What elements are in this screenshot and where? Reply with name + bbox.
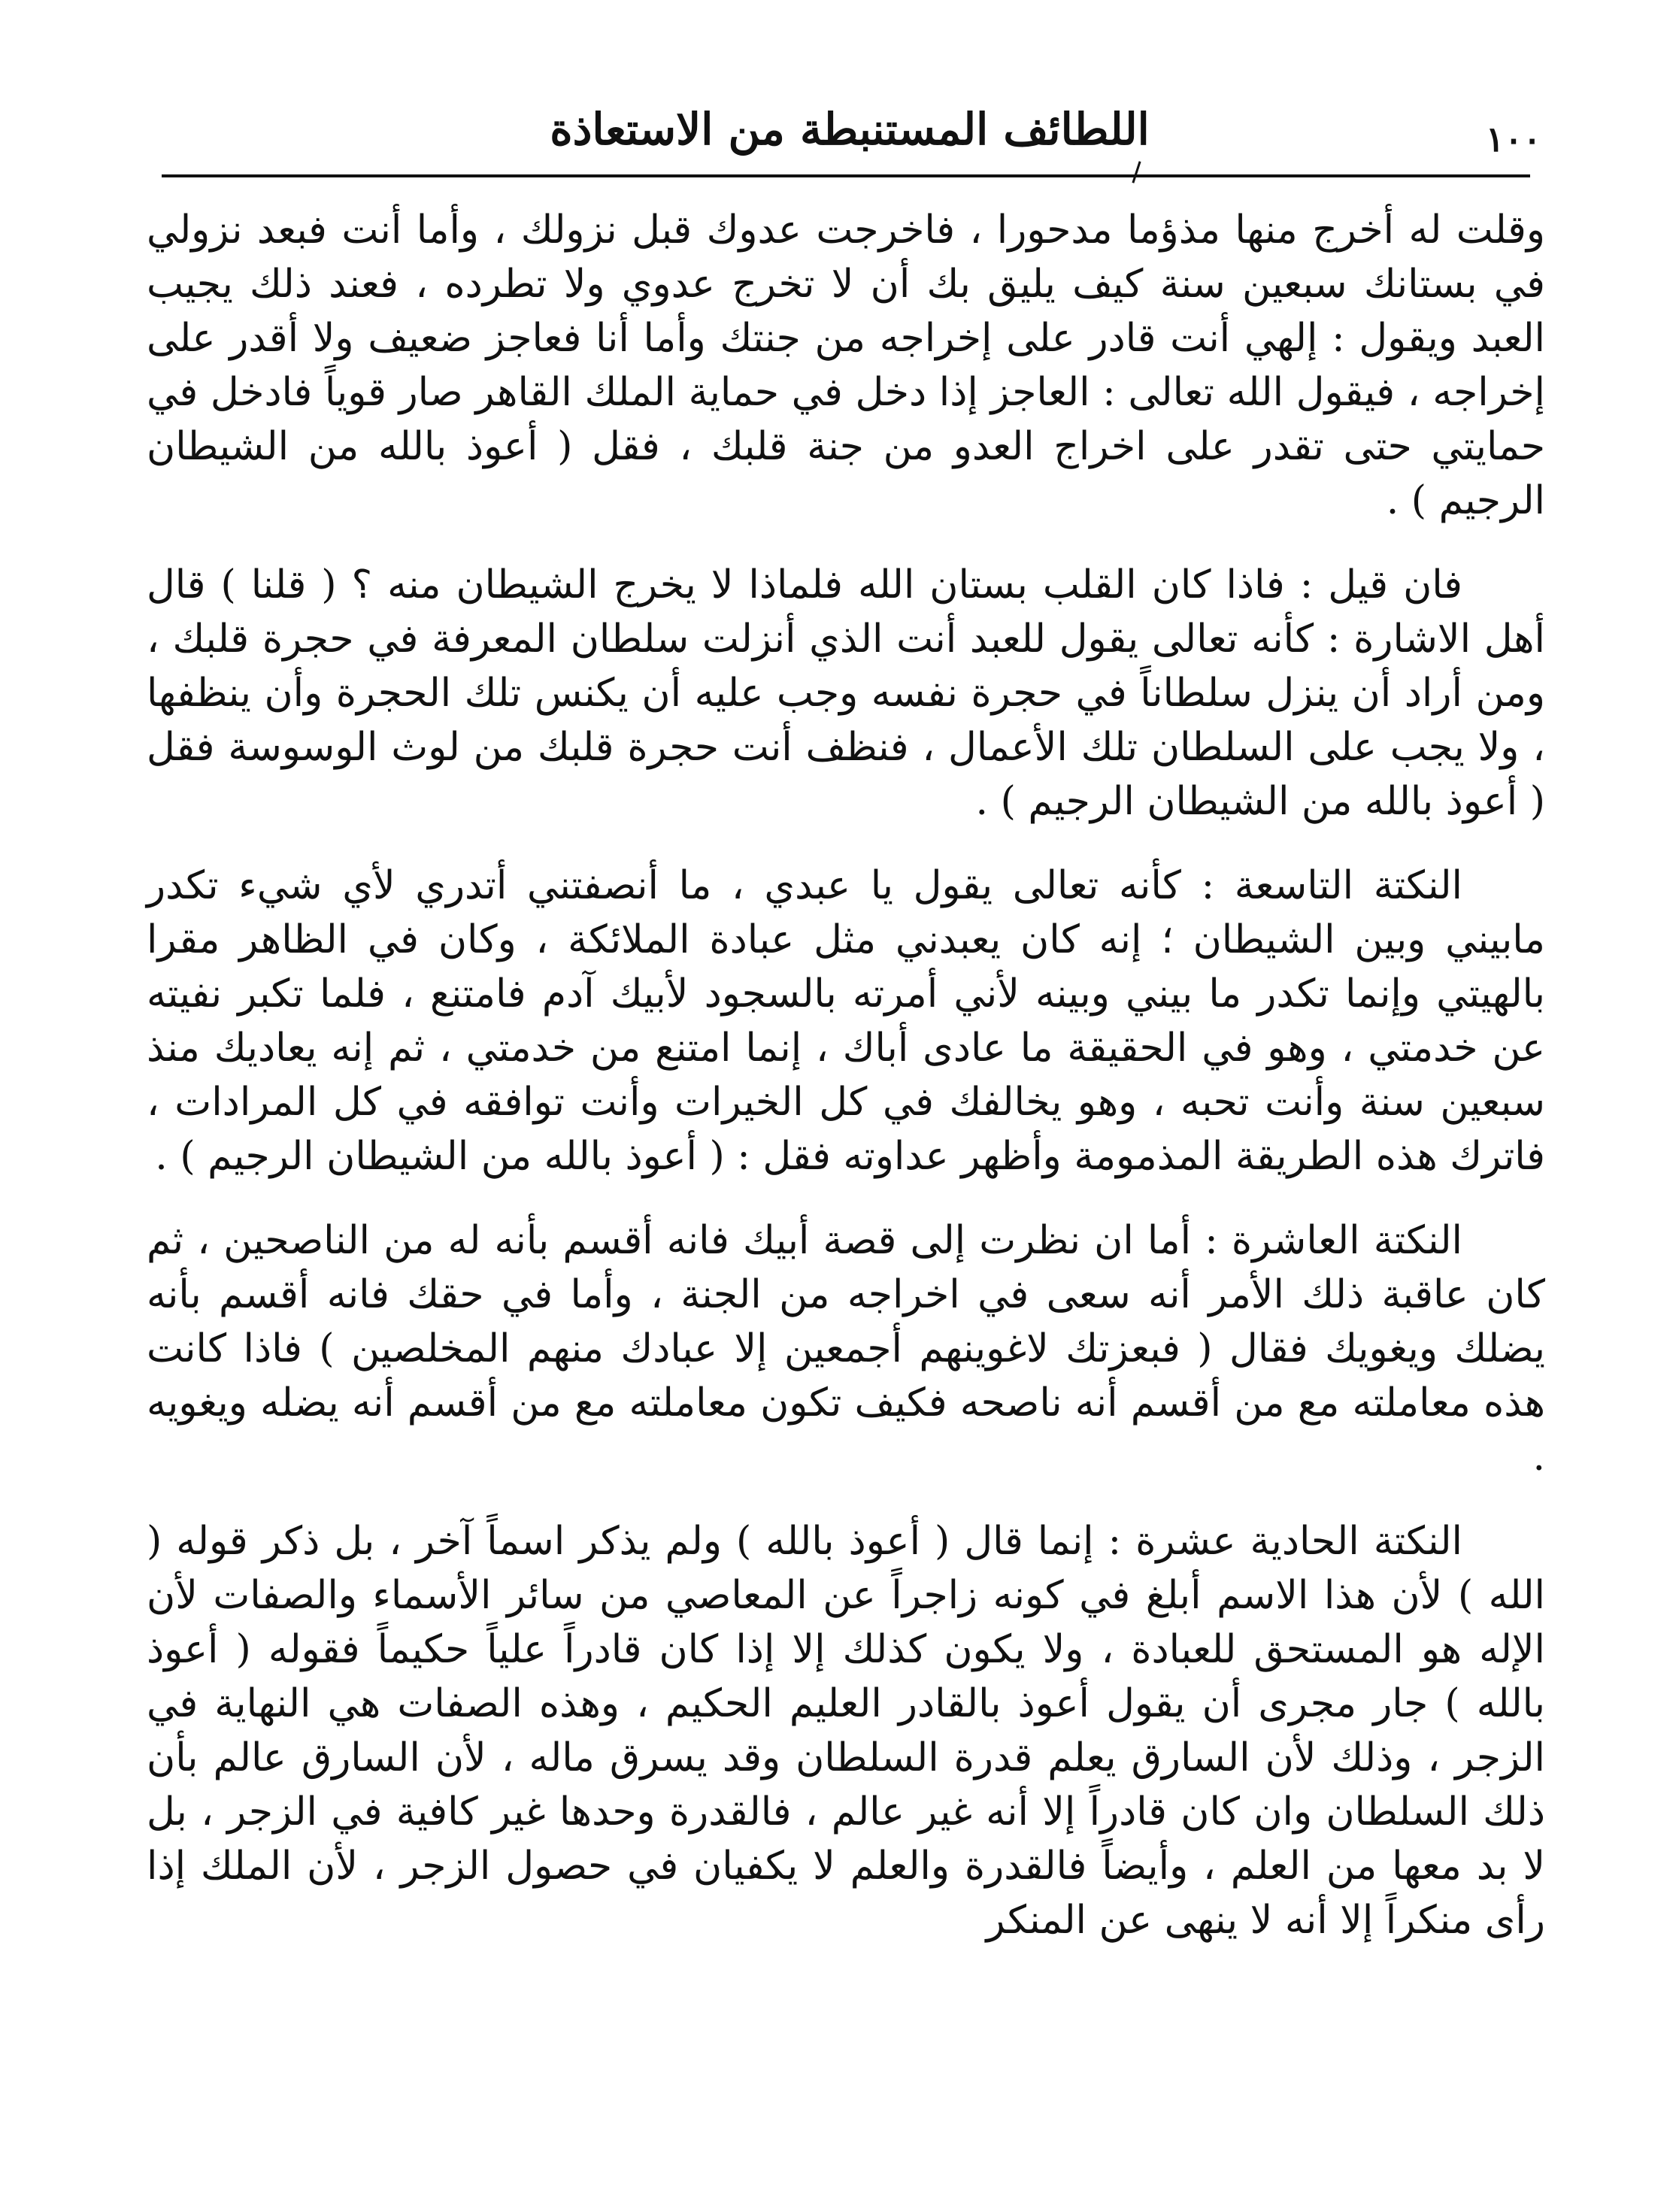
paragraph-tenth-point: النكتة العاشرة : أما ان نظرت إلى قصة أبيك فانه أقسم بأنه له من الناصحين ، ثم كان عاقبة ذلك الأمر أنه سعى في اخراجه من الجنة ، وأما في حقك فانه أقسم بأنه يضلك ويغويك فقال ( فبعزتك لاغوينهم أجمعين إلا عبادك منهم المخلصين ) فاذا كانت هذه معاملته مع من أقسم أنه ناصحه فكيف تكون معاملته مع من أقسم أنه يضله ويغويه . [147,1218,1545,1480]
paragraph-continuation: وقلت له أخرج منها مذؤما مدحورا ، فاخرجت عدوك قبل نزولك ، وأما أنت فبعد نزولي في بستانك سبعين سنة كيف يليق بك أن لا تخرج عدوي ولا تطرده ، فعند ذلك يجيب العبد ويقول : إلهي أنت قادر على إخراجه من جنتك وأما أنا فعاجز ضعيف ولا أقدر على إخراجه ، فيقول الله تعالى : العاجز إذا دخل في حماية الملك القاهر صار قوياً فادخل في حمايتي حتى تقدر على اخراج العدو من جنة قلبك ، فقل ( أعوذ بالله من الشيطان الرجيم ) . [147,208,1545,523]
header-rule [162,174,1530,177]
paragraph-ninth-point: النكتة التاسعة : كأنه تعالى يقول يا عبدي ، ما أنصفتني أتدري لأي شيء تكدر مابيني وبين الشيطان ؛ إنه كان يعبدني مثل عبادة الملائكة ، وكان في الظاهر مقرا بالهيتي وإنما تكدر ما بيني وبينه لأني أمرته بالسجود لأبيك آدم فامتنع ، فلما تكبر نفيته عن خدمتي ، وهو في الحقيقة ما عادى أباك ، إنما امتنع من خدمتي ، ثم إنه يعاديك منذ سبعين سنة وأنت تحبه ، وهو يخالفك في كل الخيرات وأنت توافقه في كل المرادات ، فاترك هذه الطريقة المذمومة وأظهر عداوته فقل : ( أعوذ بالله من الشيطان الرجيم ) . [147,863,1546,1179]
paragraph-eleventh-point: النكتة الحادية عشرة : إنما قال ( أعوذ بالله ) ولم يذكر اسماً آخر ، بل ذكر قوله ( الله ) لأن هذا الاسم أبلغ في كونه زاجراً عن المعاصي من سائر الأسماء والصفات لأن الإله هو المستحق للعبادة ، ولا يكون كذلك إلا إذا كان قادراً علياً حكيماً فقوله ( أعوذ بالله ) جار مجرى أن يقول أعوذ بالقادر العليم الحكيم ، وهذه الصفات هي النهاية في الزجر ، وذلك لأن السارق يعلم قدرة السلطان وقد يسرق ماله ، لأن السارق عالم بأن ذلك السلطان وان كان قادراً إلا أنه غير عالم ، فالقدرة وحدها غير كافية في الزجر ، بل لا بد معها من العلم ، وأيضاً فالقدرة والعلم لا يكفيان في حصول الزجر ، لأن الملك إذا رأى منكراً إلا أنه لا ينهى عن المنكر [147,1519,1545,1943]
page-header [158,98,1541,180]
body-text [147,203,1545,1947]
running-title: اللطائف المستنبطة من الاستعاذة [550,104,1150,155]
paragraph-question: فان قيل : فاذا كان القلب بستان الله فلماذا لا يخرج الشيطان منه ؟ ( قلنا ) قال أهل الاشارة : كأنه تعالى يقول للعبد أنت الذي أنزلت سلطان المعرفة في حجرة قلبك ، ومن أراد أن ينزل سلطاناً في حجرة نفسه وجب عليه أن يكنس تلك الحجرة وأن ينظفها ، ولا يجب على السلطان تلك الأعمال ، فنظف أنت حجرة قلبك من لوث الوسوسة فقل ( أعوذ بالله من الشيطان الرجيم ) . [147,562,1545,824]
page-number: ١٠٠ [1485,119,1541,159]
